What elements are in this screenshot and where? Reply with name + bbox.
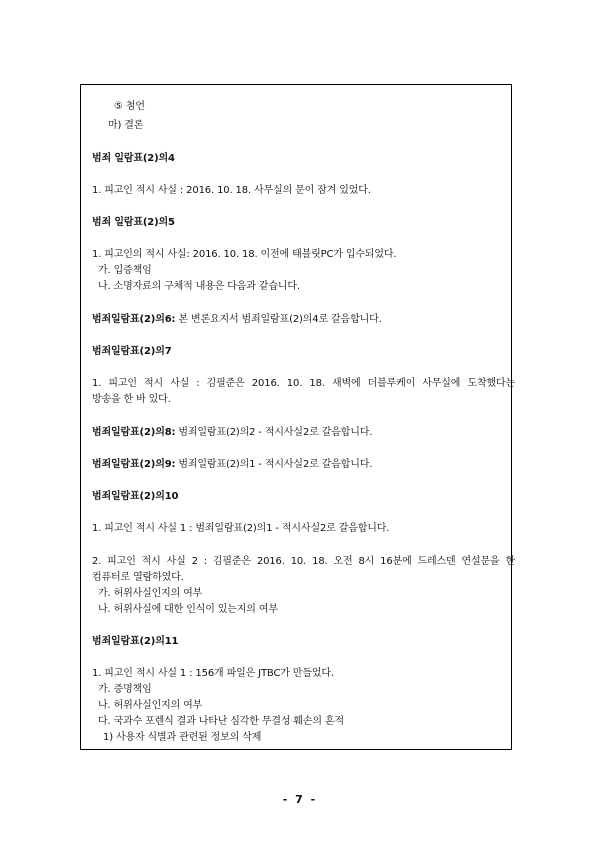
text-crime-list-2-9: 범죄일람표(2)의1 - 적시사실2로 갈음합니다. xyxy=(175,459,373,470)
text-crime-list-2-8: 범죄일람표(2)의2 - 적시사실2로 갈음합니다. xyxy=(175,427,373,438)
fact-2-10-2-line1: 2. 피고인 적시 사실 2 : 김필준은 2016. 10. 18. 오전 8시 16분에 드레스덴 연설문을 한 xyxy=(92,556,515,567)
label-crime-list-2-6: 범죄일람표(2)의6: xyxy=(92,314,176,325)
fact-2-4-1: 1. 피고인 적시 사실 : 2016. 10. 18. 사무실의 문이 잠겨 있었다. xyxy=(92,185,371,196)
fact-2-7-1-line1: 1. 피고인 적시 사실 : 김필준은 2016. 10. 18. 새벽에 더블루케이 사무실에 도착했다는 xyxy=(92,378,515,389)
item-conclusion: 마) 결론 xyxy=(108,120,144,131)
heading-crime-list-2-5: 범죄 일람표(2)의5 xyxy=(92,217,175,228)
item-burden-of-proof: 가. 입증책임 xyxy=(98,265,152,276)
text-crime-list-2-6: 본 변론요지서 범죄일람표(2)의4로 갈음합니다. xyxy=(175,314,382,325)
item-attachment-5: ⑤ 첨언 xyxy=(114,101,145,112)
fact-2-5-1: 1. 피고인의 적시 사실: 2016. 10. 18. 이전에 태블릿PC가 입수되었다. xyxy=(92,249,397,260)
heading-crime-list-2-11: 범죄일람표(2)의11 xyxy=(92,636,179,647)
fact-2-11-1: 1. 피고인 적시 사실 1 : 156개 파일은 JTBC가 만들었다. xyxy=(92,668,334,679)
item-forensic-integrity: 다. 국과수 포렌식 결과 나타난 심각한 무결성 훼손의 흔적 xyxy=(98,716,344,727)
paragraph-crime-list-2-9 xyxy=(92,458,372,472)
item-whether-false: 가. 허위사실인지의 여부 xyxy=(98,588,203,599)
label-crime-list-2-9: 범죄일람표(2)의9: xyxy=(92,459,176,470)
paragraph-crime-list-2-8 xyxy=(92,426,372,440)
heading-crime-list-2-7: 범죄일람표(2)의7 xyxy=(92,346,172,357)
item-awareness-of-falsity: 나. 허위사실에 대한 인식이 있는지의 여부 xyxy=(98,604,278,615)
paragraph-crime-list-2-6 xyxy=(92,313,382,327)
heading-crime-list-2-10: 범죄일람표(2)의10 xyxy=(92,491,179,502)
item-whether-false-2: 나. 허위사실인지의 여부 xyxy=(98,700,203,711)
fact-2-10-2-line2: 컴퓨터로 열람하였다. xyxy=(92,572,184,583)
label-crime-list-2-8: 범죄일람표(2)의8: xyxy=(92,427,176,438)
fact-2-7-1-line2: 방송을 한 바 있다. xyxy=(92,394,171,405)
heading-crime-list-2-4: 범죄 일람표(2)의4 xyxy=(92,153,175,164)
item-burden-of-proof-2: 가. 증명책임 xyxy=(98,684,152,695)
item-user-info-deletion: 1) 사용자 식별과 관련된 정보의 삭제 xyxy=(103,732,262,743)
fact-2-10-1: 1. 피고인 적시 사실 1 : 범죄일람표(2)의1 - 적시사실2로 갈음합니다. xyxy=(92,523,390,534)
page-number: - 7 - xyxy=(282,793,318,806)
item-evidence-details: 나. 소명자료의 구체적 내용은 다음과 같습니다. xyxy=(98,281,300,292)
